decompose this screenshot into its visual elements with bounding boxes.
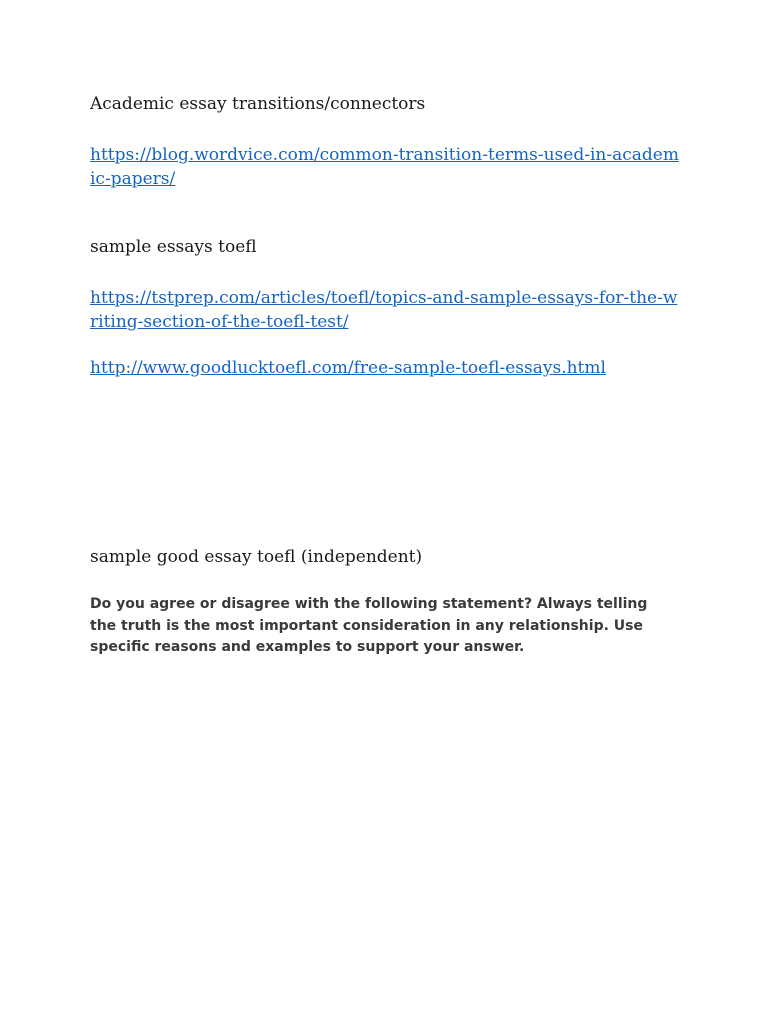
section-good-essay: [90, 546, 680, 569]
essay-prompt: Do you agree or disagree with the following statement? Always telling the truth is the most important consideration in any relationship. Use specific reasons and examples to support your answer.: [90, 596, 648, 655]
section-transitions: [90, 93, 680, 116]
section-sample-essays: [90, 236, 680, 259]
link-goodlucktoefl[interactable]: http://www.goodlucktoefl.com/free-sample-toefl-essays.html: [90, 358, 606, 378]
link-tstprep[interactable]: https://tstprep.com/articles/toefl/topics-and-sample-essays-for-the-writing-section-of-the-toefl-test/: [90, 288, 678, 332]
link-wordvice[interactable]: https://blog.wordvice.com/common-transition-terms-used-in-academic-papers/: [90, 145, 679, 189]
essay-prompt-block: [90, 594, 660, 659]
link-block-goodlucktoefl: [90, 356, 680, 380]
section-heading: sample good essay toefl (independent): [90, 547, 423, 567]
section-heading: Academic essay transitions/connectors: [90, 94, 426, 114]
link-block-tstprep: [90, 286, 680, 334]
link-block-wordvice: [90, 143, 680, 191]
section-heading: sample essays toefl: [90, 237, 257, 257]
